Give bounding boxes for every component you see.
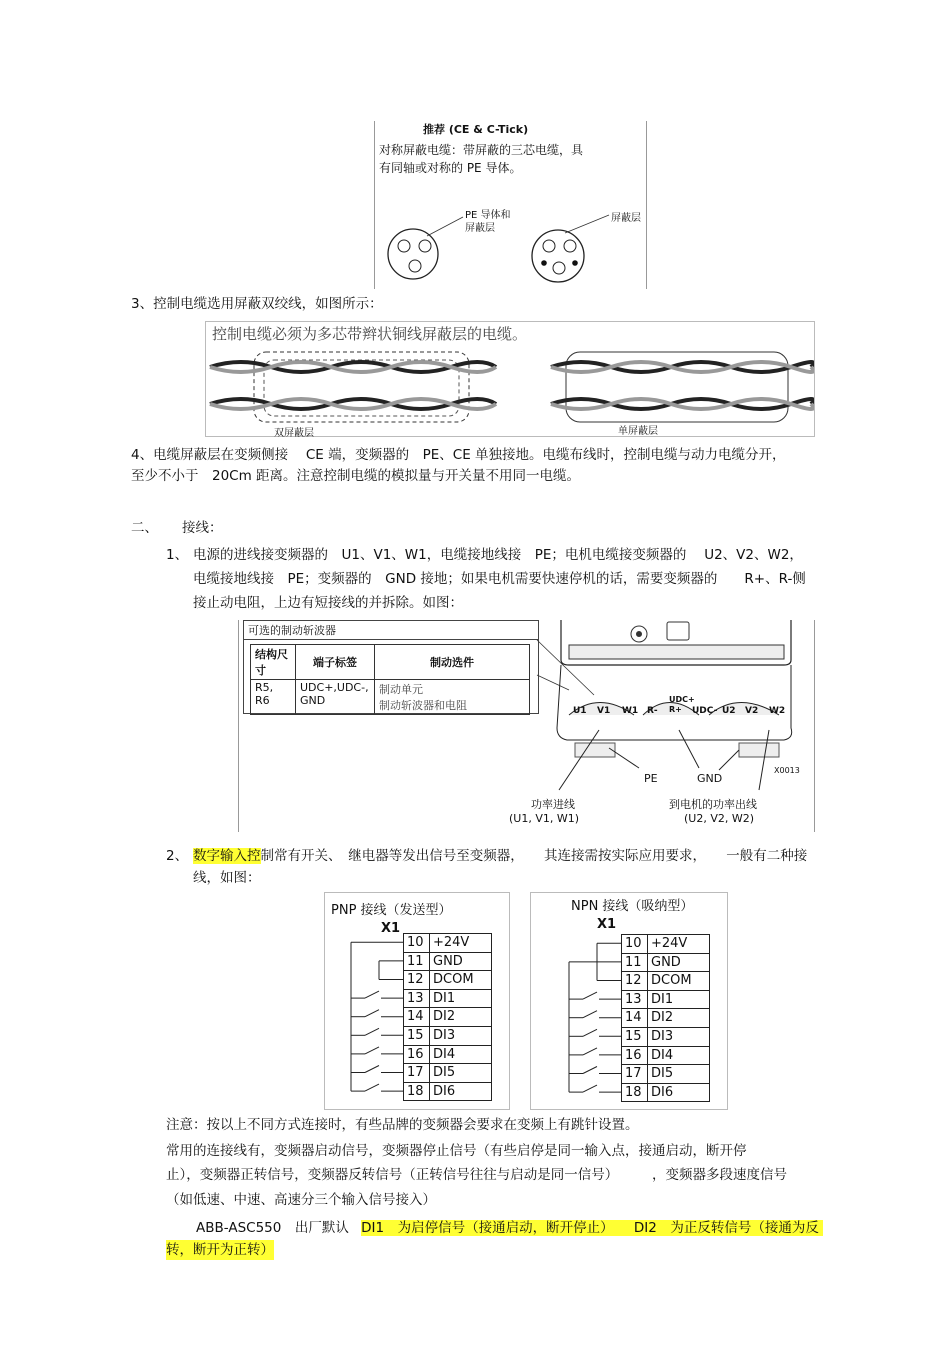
abb-prefix: ABB-ASC550 出厂默认 xyxy=(196,1220,349,1236)
fig_pnp-terminal-signal: DCOM xyxy=(433,972,474,988)
fig_npn-terminal-number: 12 xyxy=(622,972,648,990)
fig_npn-terminal-signal: DI6 xyxy=(651,1084,674,1100)
item-4-line1: 4、电缆屏蔽层在变频侧接 CE 端，变频器的 PE、CE 单独接地。电缆布线时，控制电缆与动力电缆分开， xyxy=(131,447,786,463)
power-input-sub: (U1, V1, W1) xyxy=(509,812,580,825)
fig_pnp-terminal-row xyxy=(404,1008,491,1027)
twisted-pair-figure xyxy=(205,321,815,437)
cable-figure-title: 推荐 (CE & C-Tick) xyxy=(423,123,529,136)
note-2: 常用的连接线有，变频器启动信号，变频器停止信号（有些启停是同一输入点，接通启动，断开停 xyxy=(166,1143,747,1159)
fig_npn-terminal-signal: DI1 xyxy=(651,991,674,1007)
brake-table-title: 可选的制动斩波器 xyxy=(244,621,538,640)
fig_npn-terminal-number: 11 xyxy=(622,954,648,972)
fig_pnp-terminal-row xyxy=(404,953,491,972)
fig_pnp-terminal-row xyxy=(404,1046,491,1065)
terminal-label-udc-minus: UDC- xyxy=(692,706,718,716)
figure-code: X0013 xyxy=(774,766,800,775)
fig_pnp-terminal-number: 12 xyxy=(404,971,430,989)
fig_npn-terminal-signal: DI3 xyxy=(651,1028,674,1044)
note-1: 注意：按以上不同方式连接时，有些品牌的变频器会要求在变频上有跳针设置。 xyxy=(166,1117,639,1133)
wiring-item-1-line2: 电缆接地线接 PE；变频器的 GND 接地；如果电机需要快速停机的话，需要变频器的 R+、R-侧 xyxy=(193,571,806,587)
pe-label-line2: 屏蔽层 xyxy=(465,223,495,234)
terminal-label-udc-plus: UDC+ R+ xyxy=(669,695,695,714)
abb-highlight-1: DI1 为启停信号（接通启动，断开停止） DI2 为正反转信号（接通为反 xyxy=(361,1220,823,1236)
note-4: （如低速、中速、高速分三个输入信号接入） xyxy=(166,1192,436,1208)
terminal-label-w1: W1 xyxy=(622,706,639,716)
switch-contact xyxy=(583,1029,597,1036)
single-shield-label: 单屏蔽层 xyxy=(618,426,658,437)
fig_npn-terminal-signal: DI2 xyxy=(651,1010,674,1026)
fig_npn-terminal-number: 17 xyxy=(622,1065,648,1083)
fig_npn-terminal-row xyxy=(622,1047,709,1066)
abb-default-line1 xyxy=(196,1218,823,1238)
fig_npn-terminal-row xyxy=(622,935,709,954)
fig_pnp-terminal-row xyxy=(404,990,491,1009)
power-input-label: 功率进线 xyxy=(531,798,575,811)
fig_pnp-terminal-row xyxy=(404,1064,491,1083)
fig_npn-terminal-number: 15 xyxy=(622,1028,648,1046)
fig_pnp-terminal-signal: +24V xyxy=(433,935,470,950)
switch-contact xyxy=(583,992,597,999)
wiring-item-2-line1 xyxy=(193,846,807,866)
cable-figure-line2: 有同轴或对称的 PE 导体。 xyxy=(379,161,522,175)
fig_npn-terminal-signal: DI5 xyxy=(651,1066,674,1082)
wiring-item-2-line2: 线，如图： xyxy=(193,870,261,886)
fig_npn-terminal-signal: GND xyxy=(651,954,681,970)
npn-x1: X1 xyxy=(597,917,617,932)
twisted-figure-title: 控制电缆必须为多芯带辫状铜线屏蔽层的电缆。 xyxy=(212,325,528,343)
pe-label: PE xyxy=(644,772,658,785)
power-output-sub: (U2, V2, W2) xyxy=(684,812,755,825)
twisted-cable-drawing xyxy=(206,322,814,436)
npn-title: NPN 接线（吸纳型） xyxy=(571,899,694,914)
fig_pnp-terminal-row xyxy=(404,971,491,990)
terminal-label-r-minus: R- xyxy=(647,706,658,716)
note-3: 止），变频器正转信号，变频器反转信号（正转信号往往与启动是同一信号） ，变频器多段速度信号 xyxy=(166,1167,787,1183)
power-terminal-figure xyxy=(238,620,815,832)
wiring-item-1-line3: 接止动电阻，上边有短接线的并拆除。如图： xyxy=(193,595,463,611)
terminal-label-v1: V1 xyxy=(597,706,611,716)
pe-label-line1: PE 导体和 xyxy=(465,210,511,221)
fig_pnp-terminal-row xyxy=(404,1027,491,1046)
pnp-title: PNP 接线（发送型） xyxy=(331,903,452,918)
fig_pnp-terminal-number: 16 xyxy=(404,1046,430,1064)
cable-recommendation-figure xyxy=(374,121,647,289)
wiring-item-1-number: 1、 xyxy=(166,547,189,563)
item-3-text: 3、控制电缆选用屏蔽双绞线，如图所示： xyxy=(131,296,383,312)
npn-terminal-table xyxy=(621,934,710,1102)
switch-contact xyxy=(583,1067,597,1074)
fig_npn-terminal-row xyxy=(622,991,709,1010)
cable-figure-line1: 对称屏蔽电缆：带屏蔽的三芯电缆，具 xyxy=(379,143,584,157)
fig_pnp-terminal-signal: DI2 xyxy=(433,1009,456,1025)
terminal-label-w2: W2 xyxy=(769,706,786,716)
fig_pnp-terminal-number: 17 xyxy=(404,1064,430,1082)
fig_pnp-terminal-number: 18 xyxy=(404,1083,430,1101)
abb-highlight-2: 转，断开为正转） xyxy=(166,1242,274,1258)
fig_pnp-terminal-signal: DI4 xyxy=(433,1046,456,1062)
brake-table-header-terminal: 端子标签 xyxy=(296,645,375,680)
fig_pnp-terminal-number: 10 xyxy=(404,934,430,952)
brake-table-header-option: 制动选件 xyxy=(375,645,530,680)
fig_pnp-terminal-number: 11 xyxy=(404,953,430,971)
fig_pnp-terminal-number: 14 xyxy=(404,1008,430,1026)
brake-option-line2: 制动斩波器和电阻 xyxy=(379,699,467,712)
fig_pnp-terminal-signal: DI1 xyxy=(433,990,456,1006)
wiring-item-2-number: 2、 xyxy=(166,848,189,864)
shield-label: 屏蔽层 xyxy=(611,213,641,224)
fig_npn-terminal-number: 10 xyxy=(622,935,648,953)
fig_pnp-terminal-number: 15 xyxy=(404,1027,430,1045)
fig_npn-terminal-row xyxy=(622,972,709,991)
brake-table-cell-terminal: UDC+,UDC-, GND xyxy=(296,680,375,715)
switch-contact xyxy=(365,1084,379,1091)
fig_pnp-terminal-number: 13 xyxy=(404,990,430,1008)
switch-contact xyxy=(365,1028,379,1035)
fig_npn-terminal-row xyxy=(622,954,709,973)
switch-contact xyxy=(365,991,379,998)
switch-contact xyxy=(583,1085,597,1092)
fig_pnp-terminal-row xyxy=(404,1083,491,1101)
fig_pnp-terminal-signal: DI6 xyxy=(433,1083,456,1099)
cable-cross-sections xyxy=(375,121,646,289)
switch-contact xyxy=(365,1047,379,1054)
fig_npn-terminal-number: 14 xyxy=(622,1009,648,1027)
switch-contact xyxy=(365,1066,379,1073)
section-2-title: 接线： xyxy=(182,520,223,536)
fig_pnp-terminal-signal: GND xyxy=(433,953,463,969)
gnd-label: GND xyxy=(697,772,723,785)
terminal-label-v2: V2 xyxy=(745,706,759,716)
pnp-terminal-table xyxy=(403,933,492,1101)
fig_npn-terminal-signal: +24V xyxy=(651,936,688,951)
fig_npn-terminal-row xyxy=(622,1065,709,1084)
fig_npn-terminal-row xyxy=(622,1028,709,1047)
power-output-label: 到电机的功率出线 xyxy=(669,798,757,811)
switch-contact xyxy=(583,1048,597,1055)
fig_pnp-terminal-signal: DI5 xyxy=(433,1065,456,1081)
fig_npn-terminal-row xyxy=(622,1009,709,1028)
switch-contact xyxy=(365,1010,379,1017)
digital-input-highlight: 数字输入控 xyxy=(193,848,261,864)
npn-wiring-figure xyxy=(530,892,728,1110)
terminal-label-u1: U1 xyxy=(573,706,587,716)
fig_npn-terminal-number: 13 xyxy=(622,991,648,1009)
fig_npn-terminal-number: 16 xyxy=(622,1047,648,1065)
pnp-wiring-figure xyxy=(324,892,510,1110)
fig_pnp-terminal-signal: DI3 xyxy=(433,1027,456,1043)
fig_pnp-terminal-row xyxy=(404,934,491,953)
double-shield-label: 双屏蔽层 xyxy=(274,428,314,439)
wiring-item-2-rest: 制常有开关、 继电器等发出信号至变频器， 其连接需按实际应用要求， 一般有二种接 xyxy=(260,848,808,864)
fig_npn-terminal-signal: DCOM xyxy=(651,973,692,989)
fig_npn-terminal-number: 18 xyxy=(622,1084,648,1102)
fig_npn-terminal-row xyxy=(622,1084,709,1102)
pnp-x1: X1 xyxy=(381,921,401,936)
fig_npn-terminal-signal: DI4 xyxy=(651,1047,674,1063)
brake-table-cell-size: R5, R6 xyxy=(251,680,296,715)
terminal-label-u2: U2 xyxy=(722,706,736,716)
brake-table-header-size: 结构尺寸 xyxy=(251,645,296,680)
section-2-number: 二、 xyxy=(131,520,158,536)
wiring-item-1-line1: 电源的进线接变频器的 U1、V1、W1，电缆接地线接 PE；电机电缆接变频器的 U2、V2、W2， xyxy=(193,547,803,563)
item-4-line2: 至少不小于 20Cm 距离。注意控制电缆的模拟量与开关量不用同一电缆。 xyxy=(131,468,581,484)
brake-option-line1: 制动单元 xyxy=(379,683,423,696)
switch-contact xyxy=(583,1011,597,1018)
